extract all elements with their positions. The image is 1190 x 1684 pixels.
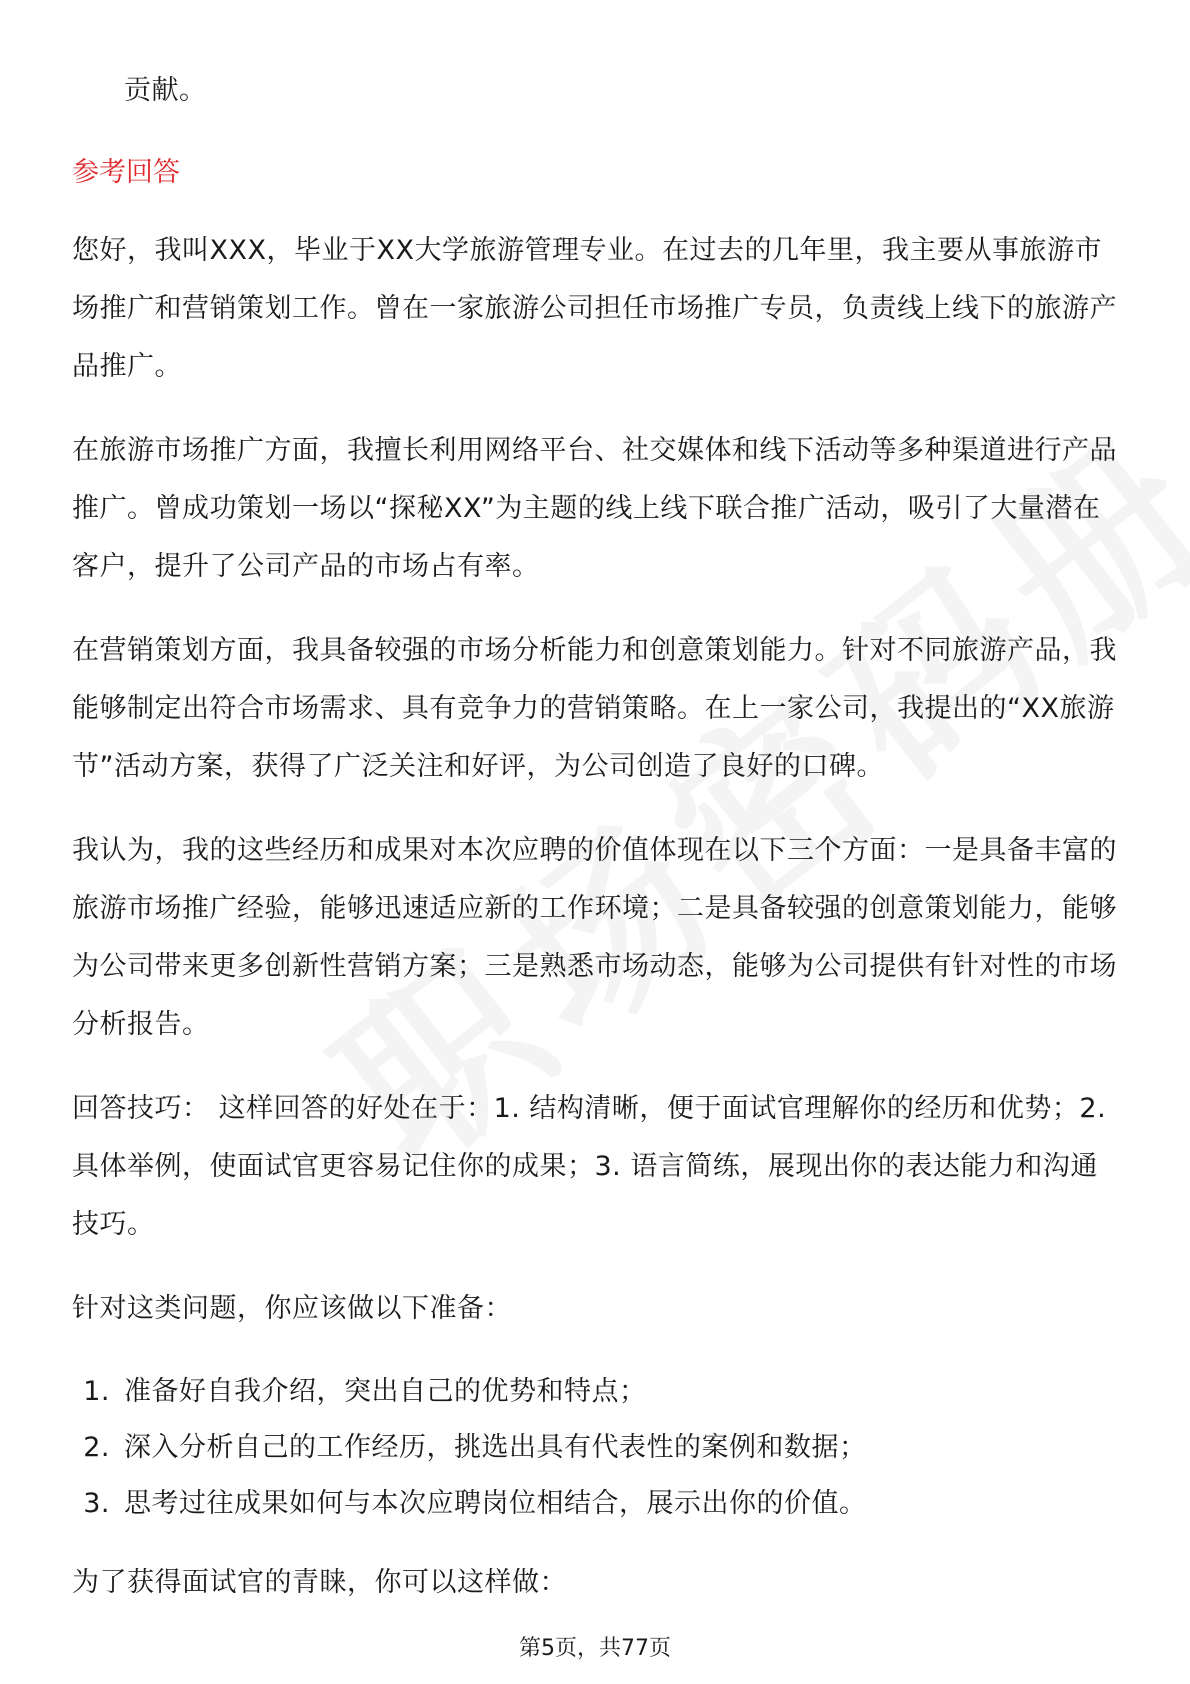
list-number: 3. [83, 1488, 110, 1519]
paragraph-planning: 在营销策划方面，我具备较强的市场分析能力和创意策划能力。针对不同旅游产品，我能够制定出符合市场需求、具有竞争力的营销策略。在上一家公司，我提出的“XX旅游节”活动方案，获得了广泛关注和好评，为公司创造了良好的口碑。 [72, 635, 1117, 782]
page-footer: 第5页，共77页 [519, 1636, 671, 1661]
paragraph-tips: 回答技巧： 这样回答的好处在于：1. 结构清晰，便于面试官理解你的经历和优势；2. 具体举例，使面试官更容易记住你的成果；3. 语言简练，展现出你的表达能力和沟通技巧。 [72, 1093, 1107, 1240]
list-item [72, 1476, 1122, 1532]
continued-text: 贡献。 [124, 75, 207, 106]
preparation-list [72, 1364, 1122, 1532]
list-text: 准备好自我介绍，突出自己的优势和特点； [124, 1376, 647, 1407]
list-text: 深入分析自己的工作经历，挑选出具有代表性的案例和数据； [124, 1432, 867, 1463]
list-text: 思考过往成果如何与本次应聘岗位相结合，展示出你的价值。 [124, 1488, 867, 1519]
paragraph-closing: 为了获得面试官的青睐，你可以这样做： [72, 1567, 567, 1598]
paragraph-value: 我认为，我的这些经历和成果对本次应聘的价值体现在以下三个方面：一是具备丰富的旅游市场推广经验，能够迅速适应新的工作环境；二是具备较强的创意策划能力，能够为公司带来更多创新性营销方案；三是熟悉市场动态，能够为公司提供有针对性的市场分析报告。 [72, 835, 1117, 1040]
page-content [72, 62, 1122, 1638]
paragraph-intro: 您好，我叫XXX，毕业于XX大学旅游管理专业。在过去的几年里，我主要从事旅游市场推广和营销策划工作。曾在一家旅游公司担任市场推广专员，负责线上线下的旅游产品推广。 [72, 235, 1117, 382]
section-heading: 参考回答 [72, 157, 180, 188]
paragraph-preparation: 针对这类问题，你应该做以下准备： [72, 1293, 512, 1324]
list-item [72, 1364, 1122, 1420]
list-number: 2. [83, 1432, 110, 1463]
paragraph-marketing: 在旅游市场推广方面，我擅长利用网络平台、社交媒体和线下活动等多种渠道进行产品推广。曾成功策划一场以“探秘XX”为主题的线上线下联合推广活动，吸引了大量潜在客户，提升了公司产品的市场占有率。 [72, 435, 1117, 582]
list-number: 1. [83, 1376, 110, 1407]
list-item [72, 1420, 1122, 1476]
